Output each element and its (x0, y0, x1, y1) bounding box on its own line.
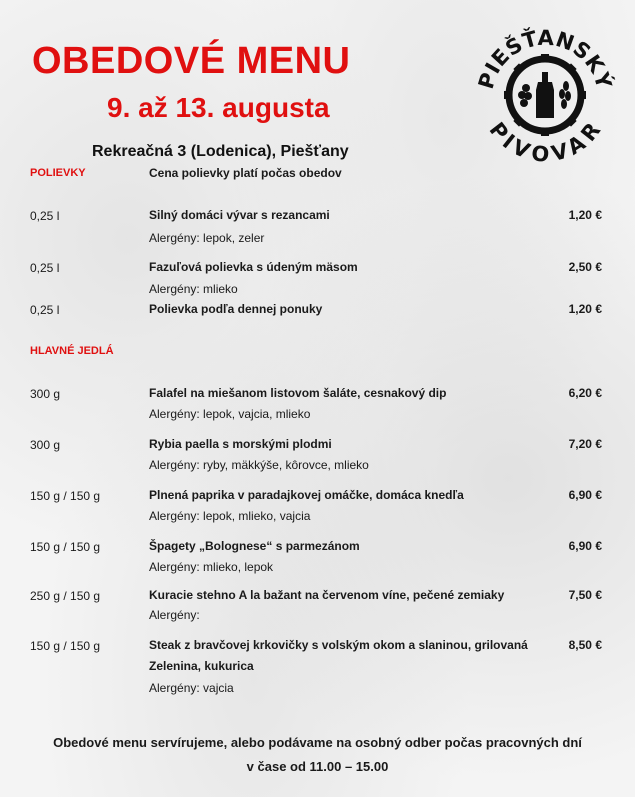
item-name: Fazuľová polievka s údeným mäsom (149, 260, 358, 274)
item-name: Špagety „Bolognese“ s parmezánom (149, 539, 360, 553)
item-name: Plnená paprika v paradajkovej omáčke, domáca knedľa (149, 488, 464, 502)
item-allergens: Alergény: vajcia (149, 681, 234, 695)
bottle-icon (536, 72, 554, 118)
item-qty: 300 g (30, 387, 61, 401)
menu-title: OBEDOVÉ MENU (32, 40, 351, 82)
item-price: 6,90 € (568, 488, 602, 502)
hop-icon (518, 84, 532, 107)
item-allergens: Alergény: lepok, mlieko, vajcia (149, 509, 311, 523)
item-name: Kuracie stehno A la bažant na červenom víne, pečené zemiaky (149, 588, 505, 602)
item-price: 2,50 € (568, 260, 602, 274)
item-price: 7,50 € (568, 588, 602, 602)
item-qty: 150 g / 150 g (30, 540, 101, 554)
mains-heading: HLAVNÉ JEDLÁ (30, 345, 114, 357)
item-price: 6,20 € (568, 386, 602, 400)
svg-text:PIVOVAR (485, 118, 606, 162)
item-name-continued: Zelenina, kukurica (149, 659, 254, 673)
item-price: 7,20 € (568, 437, 602, 451)
item-price: 6,90 € (568, 539, 602, 553)
item-qty: 0,25 l (30, 303, 60, 317)
item-name: Falafel na miešanom listovom šaláte, cesnakový dip (149, 386, 447, 400)
restaurant-address: Rekreačná 3 (Lodenica), Piešťany (92, 143, 349, 160)
item-qty: 150 g / 150 g (30, 639, 101, 653)
item-qty: 0,25 l (30, 261, 60, 275)
menu-dates: 9. až 13. augusta (107, 92, 330, 123)
soups-note: Cena polievky platí počas obedov (149, 166, 342, 180)
item-allergens: Alergény: ryby, mäkkýše, kôrovce, mlieko (149, 458, 369, 472)
item-price: 1,20 € (568, 208, 602, 222)
item-name: Rybia paella s morskými plodmi (149, 437, 332, 451)
item-qty: 300 g (30, 438, 61, 452)
item-allergens: Alergény: (149, 608, 200, 622)
item-allergens: Alergény: mlieko, lepok (149, 560, 274, 574)
item-allergens: Alergény: lepok, vajcia, mlieko (149, 407, 311, 421)
brewery-logo (470, 20, 620, 162)
soups-heading: POLIEVKY (30, 167, 86, 179)
item-name: Polievka podľa dennej ponuky (149, 302, 323, 316)
logo-text-bottom: PIVOVAR (484, 117, 606, 162)
item-allergens: Alergény: mlieko (149, 282, 238, 296)
footer-service-note: Obedové menu servírujeme, alebo podávame na osobný odber počas pracovných dní (53, 735, 582, 750)
item-price: 1,20 € (568, 302, 602, 316)
footer-hours: v čase od 11.00 – 15.00 (246, 759, 389, 774)
item-name: Silný domáci vývar s rezancami (149, 208, 330, 222)
barley-icon (559, 81, 571, 109)
item-allergens: Alergény: lepok, zeler (149, 231, 265, 245)
item-name: Steak z bravčovej krkovičky s volským okom a slaninou, grilovaná (149, 638, 528, 652)
item-qty: 0,25 l (30, 209, 60, 223)
logo-text-top: PIEŠŤANSKÝ (473, 25, 617, 92)
item-qty: 250 g / 150 g (30, 589, 101, 603)
item-qty: 150 g / 150 g (30, 489, 101, 503)
item-price: 8,50 € (568, 638, 602, 652)
